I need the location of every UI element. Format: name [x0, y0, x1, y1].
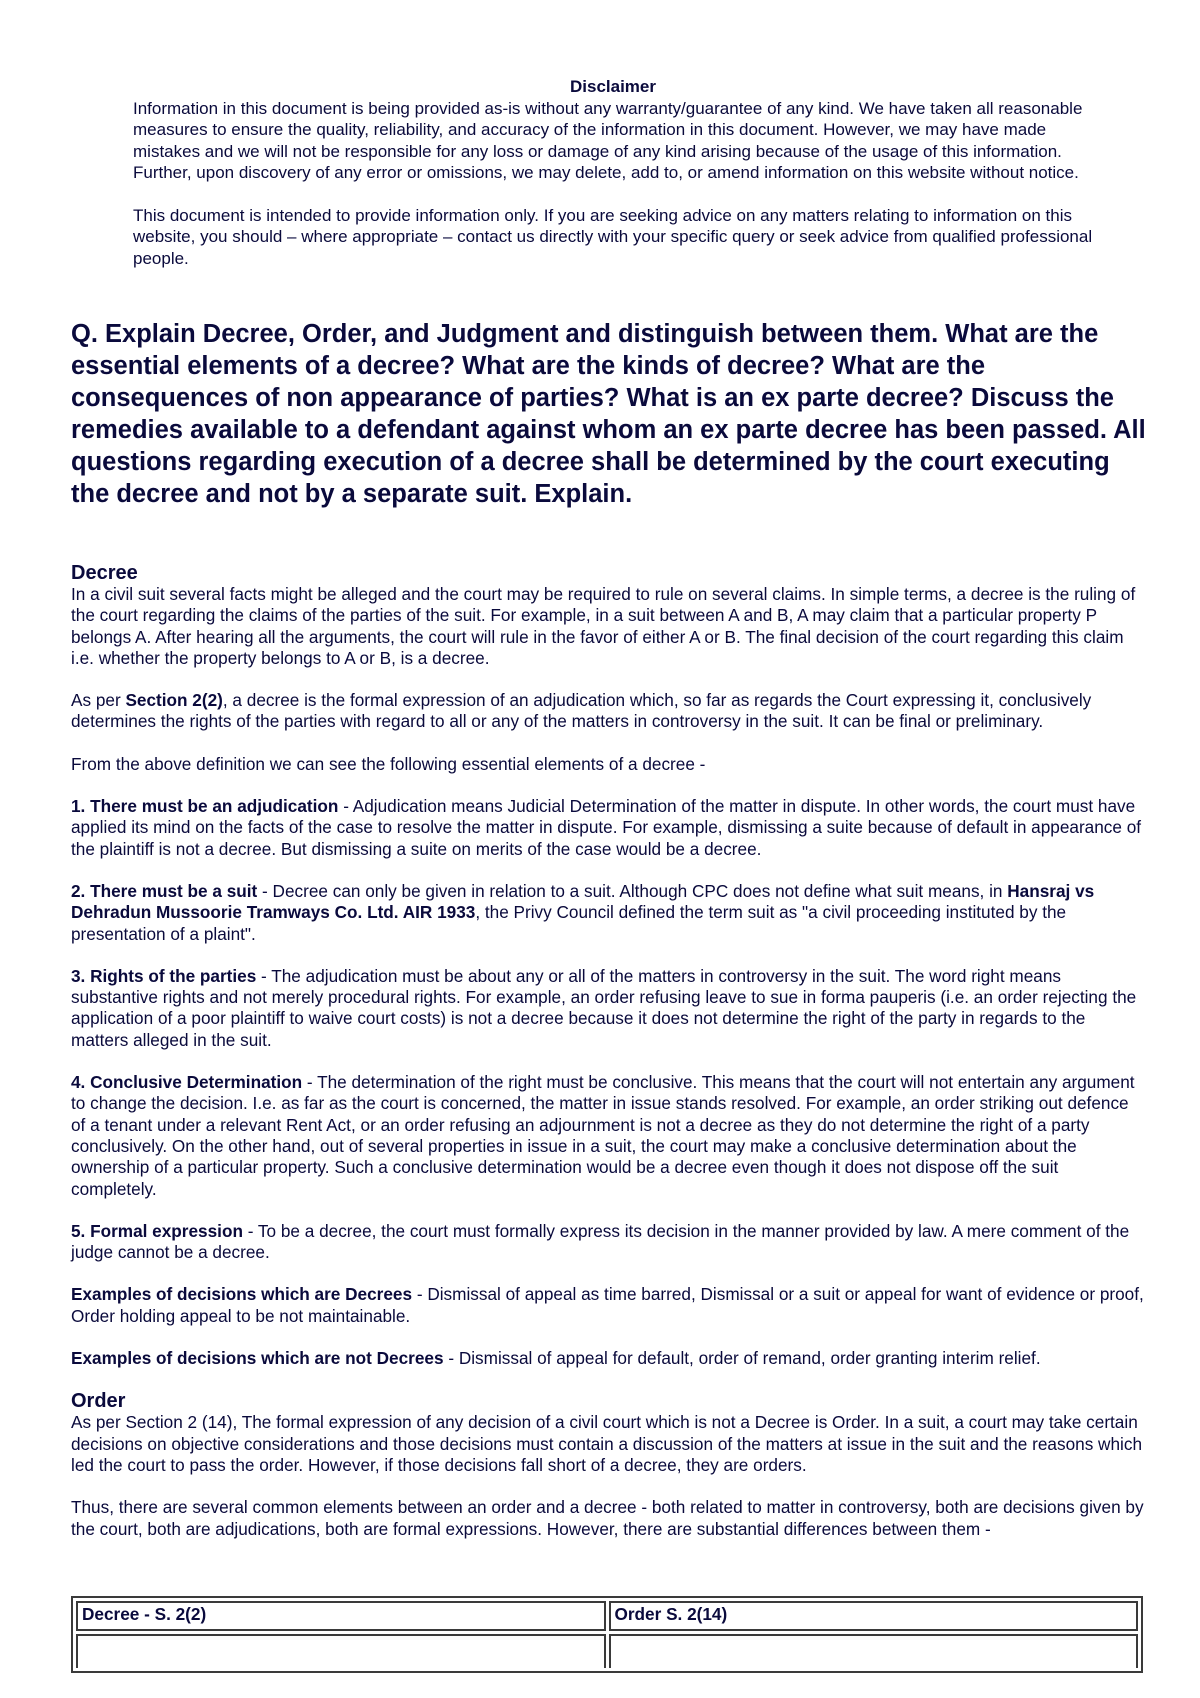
disclaimer-section [133, 76, 1093, 269]
element-3-title: 3. Rights of the parties [71, 965, 257, 986]
non-decree-examples-text: - Dismissal of appeal for default, order of remand, order granting interim relief. [443, 1348, 1041, 1369]
non-decree-examples-title: Examples of decisions which are not Decrees [71, 1348, 444, 1369]
element-1-title: 1. There must be an adjudication [71, 796, 339, 817]
comparison-table [71, 1596, 1143, 1673]
element-4-text: - The determination of the right must be conclusive. This means that the court will not entertain any argument to change the decision. I.e. as far as the court is concerned, the matter in issue stands resolved. For example, an order striking out defence of a tenant under a relevant Rent Act, or an order refusing an adjournment is not a decree as they do not determine the right of a party conclusively. On the other hand, out of several properties in issue in a suit, the court may make a conclusive determination about the ownership of a particular property. Such a conclusive determination would be a decree even though it does not dispose off the suit completely. [71, 1072, 1135, 1199]
element-5-text: - To be a decree, the court must formally express its decision in the manner provided by law. A mere comment of the judge cannot be a decree. [71, 1220, 1130, 1263]
element-3-text: - The adjudication must be about any or all of the matters in controversy in the suit. The word right means substantive rights and not merely procedural rights. For example, an order refusing leave to sue in forma pauperis (i.e. an order rejecting the application of a poor plaintiff to waive court costs) is not a decree because it does not determine the right of the party in regards to the matters alleged in the suit. [71, 965, 1137, 1050]
element-3 [71, 966, 1146, 1051]
case-citation: Hansraj vs Dehradun Mussoorie Tramways Co. Ltd. AIR 1933 [71, 880, 1095, 923]
element-5-title: 5. Formal expression [71, 1220, 243, 1241]
decree-heading: Decree [71, 562, 138, 584]
decree-examples-text: - Dismissal of appeal as time barred, Dismissal or a suit or appeal for want of evidence or proof, Order holding appeal to be not maintainable. [71, 1284, 1144, 1326]
disclaimer-paragraph-1: Information in this document is being provided as-is without any warranty/guarantee of any kind. We have taken all reasonable measures to ensure the quality, reliability, and accuracy of the information in this document. However, we may have made mistakes and we will not be responsible for any loss or damage of any kind arising because of the usage of this information. Further, upon discovery of any error or omissions, we may delete, add to, or amend information on this website without notice. [133, 98, 1083, 182]
table-cell [76, 1634, 606, 1668]
order-definition: As per Section 2 (14), The formal expression of any decision of a civil court which is not a Decree is Order. In a suit, a court may take certain decisions on objective considerations and those decisions must contain a discussion of the matters at issue in the suit and the reasons which led the court to pass the order. However, if those decisions fall short of a decree, they are orders. [71, 1412, 1143, 1475]
element-2-title: 2. There must be a suit [71, 880, 258, 901]
non-decree-examples [71, 1348, 1146, 1369]
disclaimer-title: Disclaimer [570, 77, 656, 96]
element-2 [71, 881, 1146, 945]
element-5 [71, 1221, 1146, 1264]
decree-definition [71, 690, 1146, 733]
decree-section [71, 562, 1146, 1369]
order-common-elements: Thus, there are several common elements between an order and a decree - both related to matter in controversy, both are decisions given by the court, both are adjudications, both are formal expressions. However, there are substantial differences between them - [71, 1497, 1144, 1539]
order-heading: Order [71, 1390, 126, 1413]
order-section [71, 1390, 1146, 1539]
table-row [76, 1634, 1138, 1668]
decree-intro: In a civil suit several facts might be alleged and the court may be required to rule on several claims. In simple terms, a decree is the ruling of the court regarding the claims of the parties of the suit. For example, in a suit between A and B, A may claim that a particular property P belongs A. After hearing all the arguments, the court will rule in the favor of either A or B. The final decision of the court regarding this claim i.e. whether the property belongs to A or B, is a decree. [71, 584, 1136, 668]
decree-examples [71, 1284, 1146, 1327]
disclaimer-paragraph-2: This document is intended to provide information only. If you are seeking advice on any matters relating to information on this website, you should – where appropriate – contact us directly with your specific query or seek advice from qualified professional people. [133, 205, 1093, 268]
section-reference: Section 2(2) [125, 690, 223, 711]
decree-examples-title: Examples of decisions which are Decrees [71, 1284, 413, 1305]
table-header-decree: Decree - S. 2(2) [76, 1601, 606, 1631]
definition-text: , a decree is the formal expression of an adjudication which, so far as regards the Court expressing it, conclusively determines the rights of the parties with regard to all or any of the matters in controversy in the suit. It can be final or preliminary. [71, 690, 1092, 732]
question-heading: Q. Explain Decree, Order, and Judgment and distinguish between them. What are the essential elements of a decree? What are the kinds of decree? What are the consequences of non appearance of parties? What is an ex parte decree? Discuss the remedies available to a defendant against whom an ex parte decree has been passed. All questions regarding execution of a decree shall be determined by the court executing the decree and not by a separate suit. Explain. [71, 320, 1146, 508]
table-cell [609, 1634, 1139, 1668]
element-1-text: - Adjudication means Judicial Determination of the matter in dispute. In other words, the court must have applied its mind on the facts of the case to resolve the matter in dispute. For example, dismissing a suite because of default in appearance of the plaintiff is not a decree. But dismissing a suite on merits of the case would be a decree. [71, 796, 1142, 859]
elements-intro: From the above definition we can see the following essential elements of a decree - [71, 753, 706, 774]
table-header-order: Order S. 2(14) [609, 1601, 1139, 1631]
element-4-title: 4. Conclusive Determination [71, 1072, 303, 1093]
table-header-row [76, 1601, 1138, 1631]
definition-prefix: As per [71, 690, 126, 711]
element-2-text: - Decree can only be given in relation to a suit. Although CPC does not define what suit means, in [257, 880, 1008, 901]
element-1 [71, 796, 1146, 860]
element-2-text-cont: , the Privy Council defined the term suit as "a civil proceeding instituted by the presentation of a plaint". [71, 902, 1067, 944]
element-4 [71, 1072, 1146, 1200]
main-content [71, 318, 1146, 1561]
